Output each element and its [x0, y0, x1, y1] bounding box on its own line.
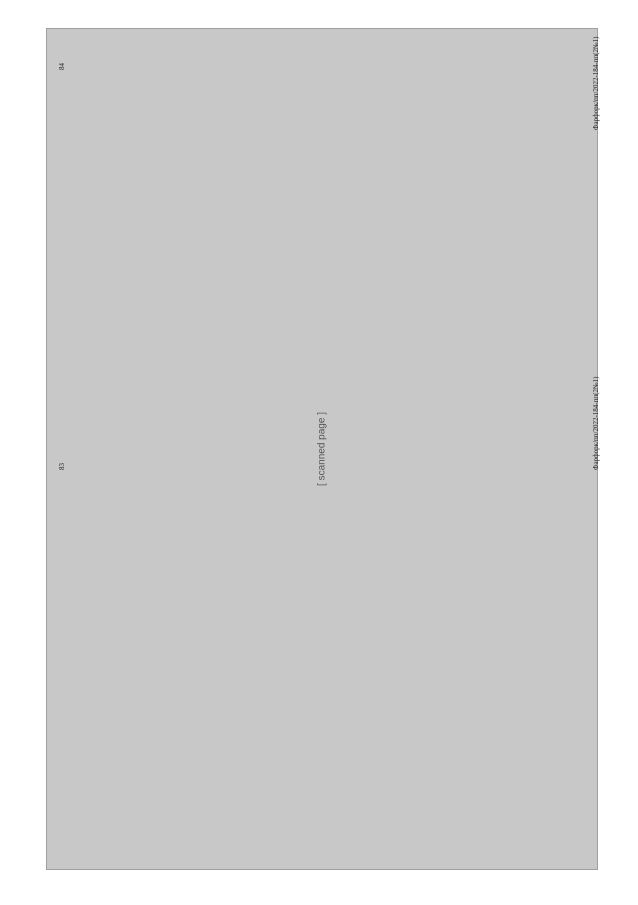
- scanned-budget-table-image: [46, 28, 598, 870]
- right-page-number: 84: [58, 63, 66, 70]
- scan-placeholder-label: [ scanned page ]: [316, 412, 328, 486]
- left-page-number: 83: [58, 463, 66, 470]
- left-page-footer: Фарфорк/пп/2022-184-пп(2№1): [592, 376, 600, 470]
- right-page-footer: Фарфорк/пп/2022-184-пп(2№1): [592, 36, 600, 130]
